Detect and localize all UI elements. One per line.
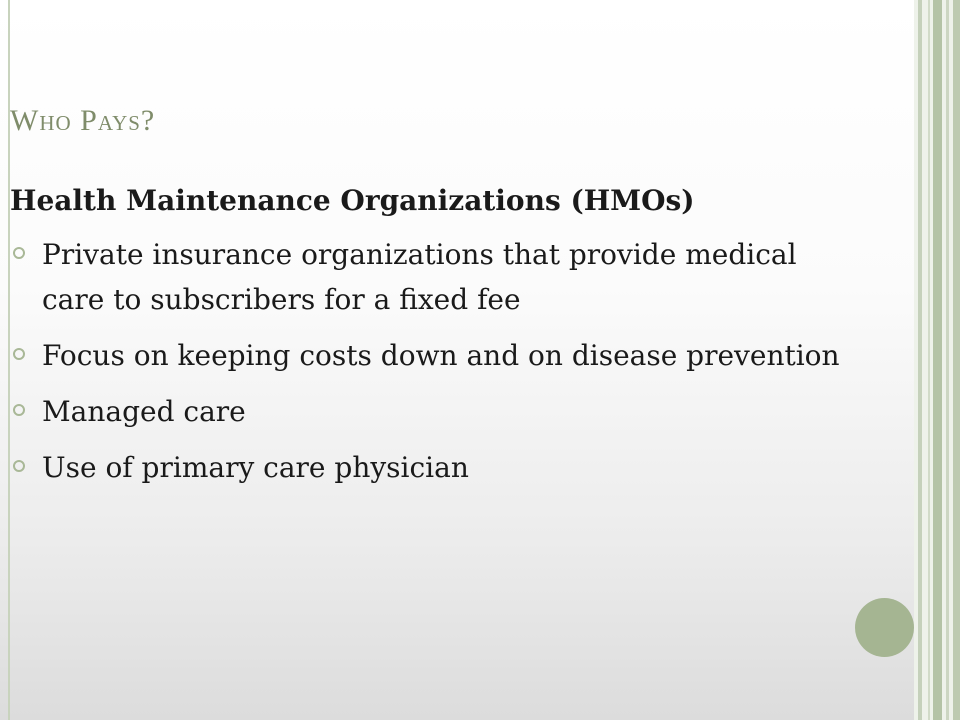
decorative-circle xyxy=(855,598,914,657)
slide-title: Who Pays? xyxy=(10,104,156,137)
list-item-text: Managed care xyxy=(42,395,246,428)
list-item xyxy=(10,333,840,378)
bullet-icon xyxy=(13,348,25,360)
slide-content xyxy=(10,178,840,501)
right-stripe xyxy=(946,0,949,720)
list-item-text: Focus on keeping costs down and on disease prevention xyxy=(42,339,840,372)
list-item xyxy=(10,232,840,322)
bullet-list xyxy=(10,232,840,490)
bullet-icon xyxy=(13,404,25,416)
section-heading: Health Maintenance Organizations (HMOs) xyxy=(10,184,695,217)
right-stripe xyxy=(953,0,960,720)
right-stripe xyxy=(918,0,922,720)
right-stripe xyxy=(933,0,942,720)
bullet-icon xyxy=(13,247,25,259)
list-item-text: Private insurance organizations that provide medical care to subscribers for a fixed fee xyxy=(42,238,797,316)
list-item-text: Use of primary care physician xyxy=(42,451,469,484)
list-item xyxy=(10,445,840,490)
right-stripe xyxy=(928,0,930,720)
list-item xyxy=(10,389,840,434)
bullet-icon xyxy=(13,460,25,472)
